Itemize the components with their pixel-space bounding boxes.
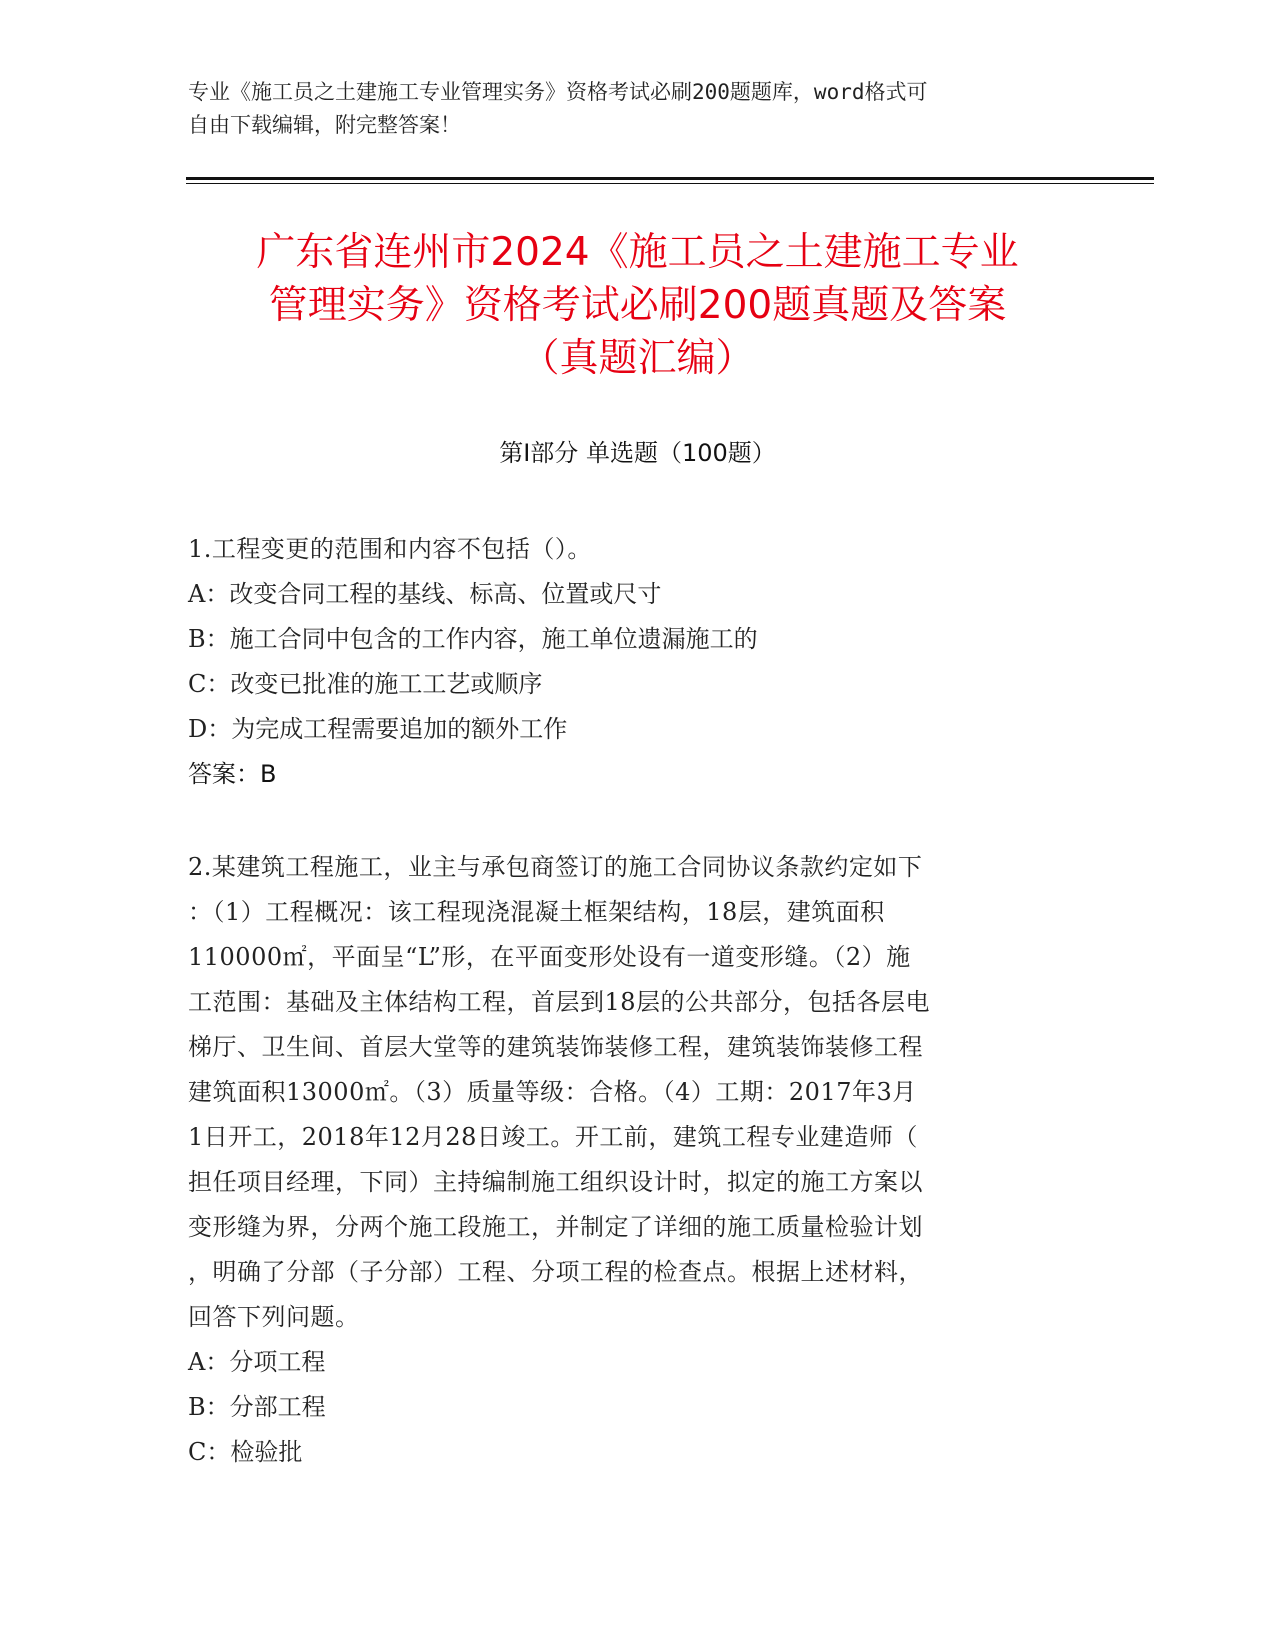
document-title-line: （真题汇编）: [520, 336, 755, 381]
section-heading: 第Ⅰ部分 单选题（100题）: [499, 439, 776, 467]
question-stem-line: ：（1）工程概况：该工程现浇混凝土框架结构，18层，建筑面积: [188, 898, 885, 926]
question-stem-line: 2.某建筑工程施工，业主与承包商签订的施工合同协议条款约定如下: [188, 853, 923, 881]
question-stem-line: 1日开工，2018年12月28日竣工。开工前，建筑工程专业建造师（: [188, 1123, 918, 1151]
question-stem-line: 工范围：基础及主体结构工程，首层到18层的公共部分，包括各层电: [188, 988, 931, 1016]
document-title: [160, 226, 1115, 385]
header-note-line: 专业《施工员之土建施工专业管理实务》资格考试必刷200题题库，word格式可: [188, 80, 928, 104]
question-stem-line: 担任项目经理，下同）主持编制施工组织设计时，拟定的施工方案以: [188, 1168, 923, 1196]
header-note-line: 自由下载编辑，附完整答案！: [188, 113, 461, 137]
option-b: B：分部工程: [188, 1393, 326, 1421]
option-d: D：为完成工程需要追加的额外工作: [188, 715, 568, 743]
header-divider-thin: [186, 183, 1154, 184]
question-stem-line: 110000㎡，平面呈“L”形，在平面变形处设有一道变形缝。（2）施: [188, 943, 911, 971]
question-1: [188, 527, 1068, 797]
document-title-line: 管理实务》资格考试必刷200题真题及答案: [268, 283, 1007, 328]
answer-label: 答案：B: [188, 760, 277, 788]
option-a: A：分项工程: [188, 1348, 326, 1376]
header-note: [188, 76, 1068, 142]
option-c: C：改变已批准的施工工艺或顺序: [188, 670, 543, 698]
question-2: [188, 845, 1068, 1475]
question-stem-line: ，明确了分部（子分部）工程、分项工程的检查点。根据上述材料，: [188, 1258, 923, 1286]
option-c: C：检验批: [188, 1438, 303, 1466]
question-stem-line: 变形缝为界，分两个施工段施工，并制定了详细的施工质量检验计划: [188, 1213, 923, 1241]
question-stem: 1.工程变更的范围和内容不包括（）。: [188, 535, 592, 563]
header-divider-thick: [186, 177, 1154, 180]
question-stem-line: 建筑面积13000㎡。（3）质量等级：合格。（4）工期：2017年3月: [188, 1078, 917, 1106]
question-stem-line: 梯厅、卫生间、首层大堂等的建筑装饰装修工程，建筑装饰装修工程: [188, 1033, 923, 1061]
document-title-line: 广东省连州市2024《施工员之土建施工专业: [256, 230, 1019, 275]
option-b: B：施工合同中包含的工作内容，施工单位遗漏施工的: [188, 625, 758, 653]
option-a: A：改变合同工程的基线、标高、位置或尺寸: [188, 580, 662, 608]
question-stem-line: 回答下列问题。: [188, 1303, 360, 1331]
